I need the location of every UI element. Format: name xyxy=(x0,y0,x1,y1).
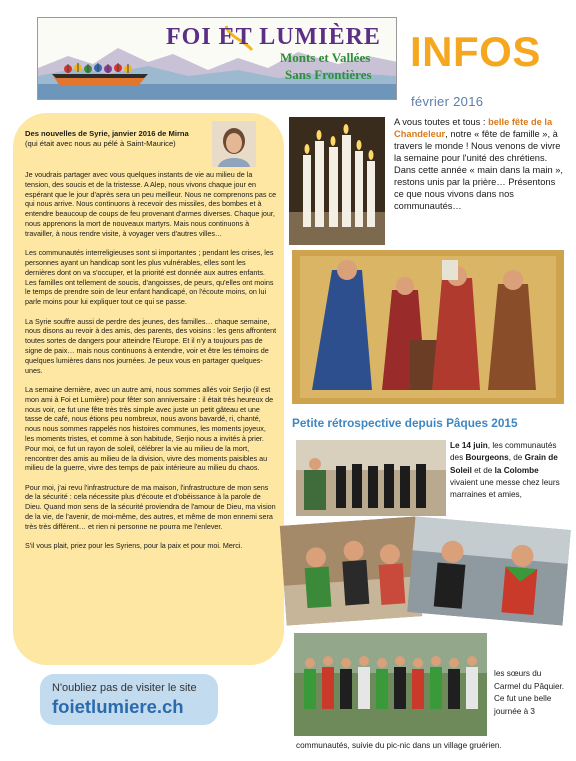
chandeleur-highlight: belle fête de la Chandeleur xyxy=(394,117,553,139)
gathering-photo-1 xyxy=(280,516,423,625)
candles-photo xyxy=(289,117,385,245)
june-text-part: , de xyxy=(508,453,525,463)
choir-photo xyxy=(296,440,446,516)
retrospective-title: Petite rétrospective depuis Pâques 2015 xyxy=(292,416,518,430)
logo-subtitle-2: Sans Frontières xyxy=(285,67,372,82)
syria-letter-panel xyxy=(13,113,284,665)
june-14-text xyxy=(450,440,568,501)
chandeleur-rest: , notre « fête de famille », à travers le monde ! Nous venons de vivre la semaine pour l'unité des chrétiens. Dans cette année « main dans la main », restons unis par la prière… Présentons ce que nous vivons dans nos communautés… xyxy=(394,129,563,211)
carmel-text: les sœurs du Carmel du Pâquier. Ce fut une belle journée à 3 xyxy=(494,669,565,716)
logo-subtitle-1: Monts et Vallées xyxy=(280,50,371,65)
website-link[interactable]: foietlumiere.ch xyxy=(52,696,184,717)
letter-heading-bold: Des nouvelles de Syrie, janvier 2016 de Mirna xyxy=(25,129,189,138)
chandeleur-text xyxy=(394,116,564,212)
logo-title: FOI ET LUMIÈRE xyxy=(166,24,381,50)
chandeleur-intro: A vous toutes et tous : xyxy=(394,117,489,127)
infos-title: INFOS xyxy=(410,28,541,75)
logo xyxy=(37,17,397,100)
letter-body xyxy=(25,170,277,561)
issue-date: février 2016 xyxy=(411,94,484,109)
group-photo xyxy=(294,633,487,736)
june-text-part: vivaient une messe chez leurs marraines et amies, xyxy=(450,477,560,500)
letter-paragraph: La Syrie souffre aussi de perdre des jeunes, des familles… chaque semaine, nous disons au revoir à des amis, des parents, des voisins : les gens affrontent toutes sortes de dangers pour atteindre l'Europe. Et il n'y a toujours pas de signe de paix… mais nous continuons à entendre, voir et être les témoins de quelques lumières dans nos journées. Je peux vous en partager quelques-unes. xyxy=(25,316,277,375)
letter-paragraph: La semaine dernière, avec un autre ami, nous sommes allés voir Serjio (il est mon ami à Foi et Lumière) pour fêter son anniversaire : il était très heureux de nous voir, ce fut une fête très très simple avec juste un petit gâteau et une tasse de café, nous étions peu nombreux, nous avons bavardé, ri, chanté, nous nous sommes rappelés nos histoires communes, les moments joyeux, les moments tristes, et comme à son habitude, Serjio nous a invités à prier. Pour moi, ce fut un rayon de soleil, célébrer la vie au milieu de la mort, rencontrer des amis au milieu de la division, vivre des moments paisibles au milieu de la guerre, vivre des temps de paix intérieure au milieu du chaos. xyxy=(25,384,274,473)
presentation-icon-image xyxy=(292,250,564,404)
mirna-portrait-image xyxy=(212,121,256,167)
letter-paragraph: S'il vous plait, priez pour les Syriens, pour la paix et pour moi. Merci. xyxy=(25,541,243,551)
community-name: la Colombe xyxy=(494,465,539,475)
letter-heading-rest: (qui était avec nous au pélé à Saint-Maurice) xyxy=(25,139,176,148)
letter-paragraph: Les communautés interreligieuses sont si importantes ; pendant les crises, les personnes ayant un handicap sont les plus vulnérables, elles sont les dernières dont on va s'occuper, et la priorité est donnée aux autres enfants. Les familles ont tellement de soucis, d'angoisses, de peurs, qu'elles ont moins le temps de prendre soin de leur enfant handicapé, on l'écoute moins, on lui parle moins pour lui expliquer tout ce qui se passe. xyxy=(25,248,274,307)
letter-paragraph: Je voudrais partager avec vous quelques instants de vie au milieu de la tension, des soucis et de la tristesse. A Alep, nous vivons chaque jour en espérant que le jour d'après sera un peu meilleur. Nous ne comprenons pas ce qui nous arrive. Nous continuons à recevoir des missiles, des bombes et à entendre beaucoup de coups de feu provenant d'armes diverses. Chaque jour, nous apprenons la mort de nouveaux martyrs. Mais nous continuons à travailler, à nous rendre visite, à voyager vers d'autres villes… xyxy=(25,170,277,238)
website-promo-box xyxy=(40,674,218,725)
june-text-part: , les communautés des xyxy=(450,441,557,463)
june-text-part: et de xyxy=(471,465,495,475)
community-name: Bourgeons xyxy=(465,453,509,463)
community-name: Grain de Soleil xyxy=(450,453,558,475)
promo-text: N'oubliez pas de visiter le site xyxy=(52,682,197,694)
letter-heading xyxy=(25,129,200,149)
gathering-photo-2 xyxy=(407,516,571,625)
carmel-text-continued: communautés, suivie du pic-nic dans un village gruérien. xyxy=(296,741,502,750)
letter-paragraph: Pour moi, j'ai revu l'infrastructure de ma maison, l'infrastructure de mon sens de la sécurité : cela nécessite plus d'écoute et d'obéissance à la parole de Dieu. Quand mon sens de la sécurité proviendra de l'amour de Dieu, ma vision de la vie, de l'avenir, de moi-même, des autres, et même de mon ennemi sera très très différent… et rien ni personne ne pourra me l'enlever. xyxy=(25,482,276,531)
june-date: Le 14 juin xyxy=(450,441,488,450)
